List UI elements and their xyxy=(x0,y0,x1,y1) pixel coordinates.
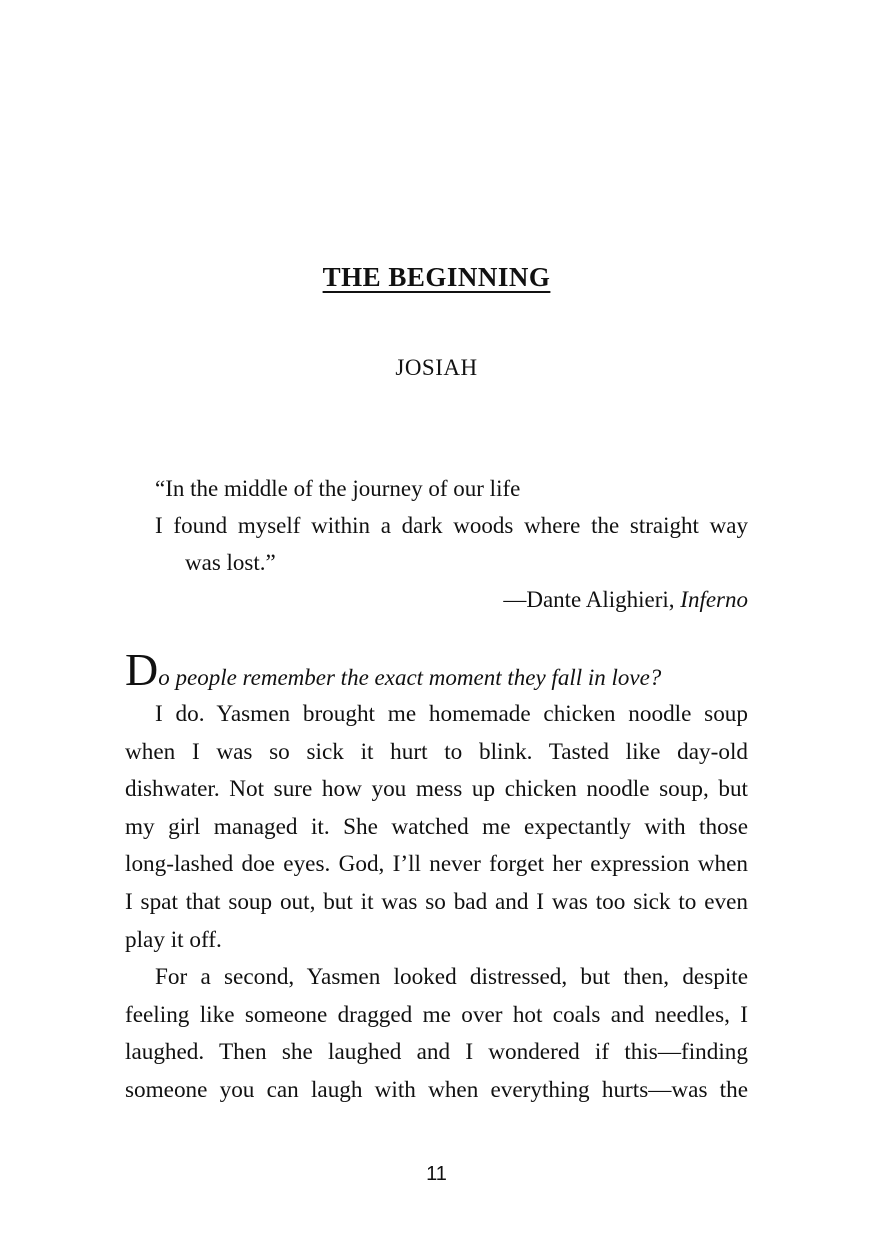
text-line: For a second, Yasmen looked distressed, but then, despite xyxy=(155,964,748,991)
text-line: I spat that soup out, but it was so bad and I was too sick to even xyxy=(125,888,748,915)
text-line: my girl managed it. She watched me expectantly with those xyxy=(125,813,748,840)
paragraph xyxy=(125,959,748,1109)
drop-cap: D xyxy=(125,644,159,695)
page-number: 11 xyxy=(426,1163,447,1185)
epigraph-line: I found myself within a dark woods where the straight way xyxy=(155,513,748,538)
epigraph xyxy=(155,470,748,618)
text-line: someone you can laugh with when everything hurts—was the xyxy=(125,1076,748,1103)
text-line: dishwater. Not sure how you mess up chicken noodle soup, but xyxy=(125,776,748,803)
text-line: I do. Yasmen brought me homemade chicken noodle soup xyxy=(155,701,748,727)
narrator-heading: JOSIAH xyxy=(395,355,478,380)
text-line: laughed. Then she laughed and I wondered if this—finding xyxy=(125,1039,748,1066)
epigraph-line: was lost.” xyxy=(185,550,276,575)
chapter-title-text: THE BEGINNING xyxy=(322,262,551,292)
text-line: long-lashed doe eyes. God, I’ll never forget her expression when xyxy=(125,851,748,878)
text-line: play it off. xyxy=(125,926,222,953)
chapter-body xyxy=(125,644,748,1110)
epigraph-work-title: Inferno xyxy=(680,587,748,612)
text-line: feeling like someone dragged me over hot coals and needles, I xyxy=(125,1001,748,1028)
chapter-title xyxy=(0,262,873,293)
epigraph-attribution xyxy=(155,581,748,618)
text-line: when I was so sick it hurt to blink. Tasted like day-old xyxy=(125,738,748,765)
opening-line xyxy=(125,644,748,696)
opening-sentence: o people remember the exact moment they fall in love? xyxy=(158,665,662,690)
epigraph-line: “In the middle of the journey of our life xyxy=(155,476,521,501)
epigraph-author: —Dante Alighieri, xyxy=(503,587,681,612)
paragraph xyxy=(125,696,748,959)
